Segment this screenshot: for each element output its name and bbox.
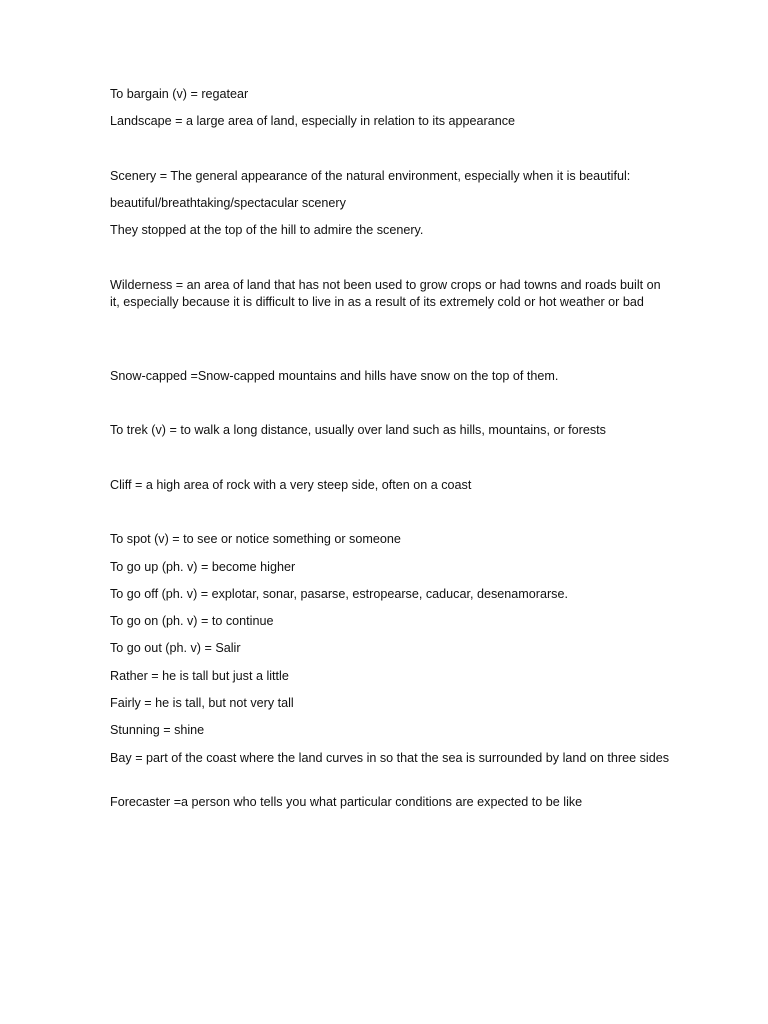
vocab-line-spot: To spot (v) = to see or notice something or someone: [110, 532, 401, 546]
vocab-line-scenery-example: They stopped at the top of the hill to admire the scenery.: [110, 223, 424, 237]
vocab-line-forecaster: Forecaster =a person who tells you what particular conditions are expected to be like: [110, 795, 583, 809]
vocab-line-wilderness: Wilderness = an area of land that has not been used to grow crops or had towns and roads built on it, especially because it is difficult to live in as a result of its extremely cold or hot weather or bad: [110, 278, 661, 309]
vocab-line-go-up: To go up (ph. v) = become higher: [110, 560, 296, 574]
vocab-line-go-on: To go on (ph. v) = to continue: [110, 614, 274, 628]
vocab-line-stunning: Stunning = shine: [110, 723, 205, 737]
vocab-line-landscape: Landscape = a large area of land, especially in relation to its appearance: [110, 114, 516, 128]
vocab-line-fairly: Fairly = he is tall, but not very tall: [110, 696, 294, 710]
vocab-line-bay: Bay = part of the coast where the land curves in so that the sea is surrounded by land on three sides: [110, 751, 670, 765]
vocab-line-trek: To trek (v) = to walk a long distance, usually over land such as hills, mountains, or forests: [110, 423, 606, 437]
vocab-line-scenery-collocations: beautiful/breathtaking/spectacular scenery: [110, 196, 346, 210]
vocab-line-scenery: Scenery = The general appearance of the natural environment, especially when it is beautiful:: [110, 169, 631, 183]
vocab-line-rather: Rather = he is tall but just a little: [110, 669, 289, 683]
vocab-line-go-out: To go out (ph. v) = Salir: [110, 641, 241, 655]
vocab-line-go-off: To go off (ph. v) = explotar, sonar, pasarse, estropearse, caducar, desenamorarse.: [110, 587, 568, 601]
vocab-line-snow-capped: Snow-capped =Snow-capped mountains and hills have snow on the top of them.: [110, 369, 559, 383]
vocab-line-cliff: Cliff = a high area of rock with a very steep side, often on a coast: [110, 478, 472, 492]
vocab-line-bargain: To bargain (v) = regatear: [110, 87, 249, 101]
